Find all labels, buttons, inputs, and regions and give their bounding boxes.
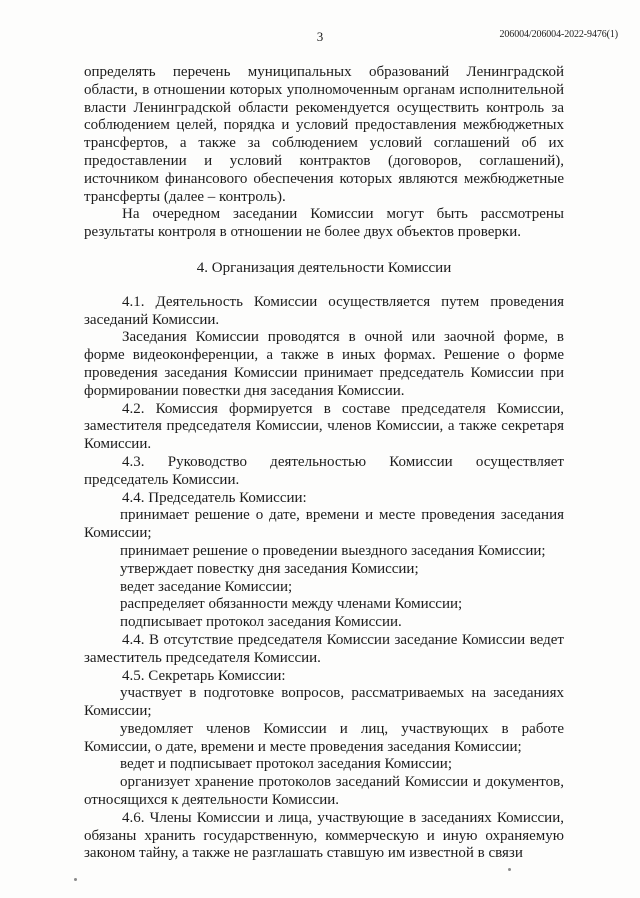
list-item: утверждает повестку дня заседания Комиссии;: [120, 560, 419, 577]
list-item: распределяет обязанности между членами Комиссии;: [120, 596, 463, 613]
page-number: 3: [316, 29, 324, 44]
paragraph: 4.3. Руководство деятельностью Комиссии осуществляет председатель Комиссии.: [84, 453, 564, 488]
paragraph: 4.1. Деятельность Комиссии осуществляется путем проведения заседаний Комиссии.: [84, 293, 564, 328]
section-heading: 4. Организация деятельности Комиссии: [196, 259, 452, 276]
paragraph: 4.4. Председатель Комиссии:: [122, 489, 307, 506]
paragraph: Заседания Комиссии проводятся в очной или заочной форме, в форме видеоконференции, а также в иных формах. Решение о форме проведения заседания Комиссии принимает председатель Комиссии при формировании повестки дня заседания Комиссии.: [84, 329, 564, 399]
list-item: принимает решение о дате, времени и месте проведения заседания Комиссии;: [84, 507, 564, 542]
scan-speck: [508, 868, 511, 871]
paragraph: определять перечень муниципальных образований Ленинградской области, в отношении которых уполномоченным органам исполнительной власти Ленинградской области рекомендуется осуществить контроль за соблюдением целей, порядка и условий предоставления межбюджетных трансфертов, а также за соблюдением условий соглашений об их предоставлении и условий контрактов (договоров, соглашений), источником финансового обеспечения которых являются межбюджетные трансферты (далее – контроль).: [84, 64, 564, 205]
paragraph: 4.5. Секретарь Комиссии:: [122, 667, 286, 684]
paragraph: На очередном заседании Комиссии могут быть рассмотрены результаты контроля в отношении не более двух объектов проверки.: [84, 206, 564, 241]
list-item: уведомляет членов Комиссии и лиц, участвующих в работе Комиссии, о дате, времени и месте проведения заседания Комиссии;: [84, 720, 564, 755]
list-item: участвует в подготовке вопросов, рассматриваемых на заседаниях Комиссии;: [84, 685, 564, 720]
list-item: подписывает протокол заседания Комиссии.: [120, 614, 402, 631]
list-item: принимает решение о проведении выездного заседания Комиссии;: [120, 542, 546, 559]
list-item: ведет заседание Комиссии;: [120, 578, 293, 595]
document-body: [84, 64, 564, 863]
document-number: 206004/206004-2022-9476(1): [499, 29, 618, 40]
paragraph: 4.2. Комиссия формируется в составе председателя Комиссии, заместителя председателя Комиссии, членов Комиссии, а также секретаря Комиссии.: [84, 400, 564, 453]
scan-speck: [74, 878, 77, 881]
paragraph: 4.6. Члены Комиссии и лица, участвующие в заседаниях Комиссии, обязаны хранить государственную, коммерческую и иную охраняемую законом тайну, а также не разглашать ставшую им известной в связи: [84, 809, 564, 862]
list-item: ведет и подписывает протокол заседания Комиссии;: [120, 756, 453, 773]
list-item: организует хранение протоколов заседаний Комиссии и документов, относящихся к деятельности Комиссии.: [84, 774, 564, 809]
paragraph: 4.4. В отсутствие председателя Комиссии заседание Комиссии ведет заместитель председателя Комиссии.: [84, 631, 564, 666]
